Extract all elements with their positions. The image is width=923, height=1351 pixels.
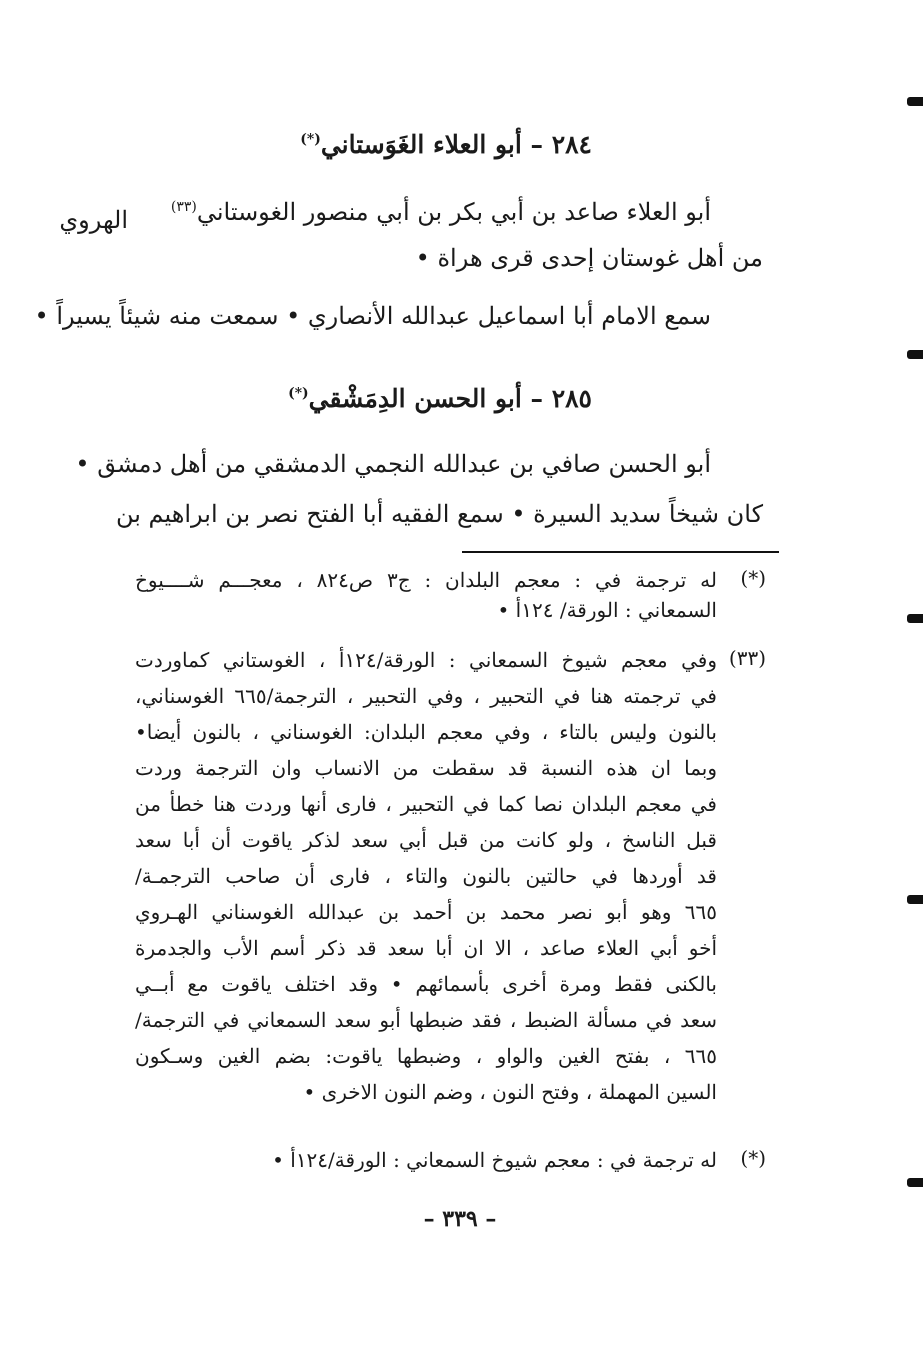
entry-284-line-3-text: سمع الامام أبا اسماعيل عبدالله الأنصاري • سمعت منه شيئاً يسيراً •: [34, 302, 711, 330]
entry-285-line-2-text: كان شيخاً سديد السيرة • سمع الفقيه أبا الفتح نصر بن ابراهيم بن: [115, 500, 763, 528]
footnote-33-line-10: بالكنى فقط ومرة أخرى بأسمائهم • وقد اختلف ياقوت مع أبــي: [135, 972, 717, 996]
footnote-33-line-4: وبما ان هذه النسبة قد سقطت من الانساب وان الترجمة وردت: [135, 756, 717, 780]
footnote-line: [135, 902, 717, 922]
footnote-33-line-13: السين المهملة ، وفتح النون ، وضم النون الاخرى •: [303, 1080, 717, 1104]
entry-284-line-1-end: الهروي: [59, 206, 128, 234]
footnote-33-line-12: ٦٦٥ ، بفتح الغين والواو ، وضبطها ياقوت: بضم الغين وسـكون: [135, 1044, 717, 1068]
entry-284-heading: [300, 132, 592, 157]
entry-284-line: [171, 200, 711, 224]
page-number: – ٣٣٩ –: [423, 1206, 497, 1232]
footnote-33-line-9: أخو أبي العلاء صاعد ، الا ان أبا سعد قد ذكر أسم الأب والجدمرة: [135, 936, 717, 960]
footnote-marker: [729, 648, 766, 668]
footnote-33-line-8: ٦٦٥ وهو أبو نصر محمد بن أحمد بن عبدالله الغوسناني الهـروي: [135, 900, 717, 924]
footnote-33-line-7: قد أوردها في حالتين بالنون والتاء ، فارى أن صاحب الترجمـة/: [135, 864, 717, 888]
footnote-33-line-1: وفي معجم شيوخ السمعاني : الورقة/١٢٤أ ، الغوستاني كماوردت: [135, 648, 717, 672]
entry-284-line: [35, 304, 711, 328]
footnote-star-1-marker: (*): [740, 566, 766, 590]
footnote-line: [135, 650, 717, 670]
entry-284-title: ٢٨٤ – أبو العلاء الغَوَستاني: [320, 130, 592, 159]
footnote-33-line-2: في ترجمته هنا في التحبير ، وفي التحبير ، الترجمة/٦٦٥ الغوسناني،: [135, 684, 717, 708]
scan-edge-mark: [907, 1178, 923, 1187]
footnote-line: [135, 758, 717, 778]
footnote-line: [135, 722, 717, 742]
footnote-33-line-5: في معجم البلدان نصا كما في التحبير ، فارى أنها وردت هنا خطأ من: [135, 792, 717, 816]
footnote-marker: [740, 568, 766, 588]
footnote-line: [135, 830, 717, 850]
footnote-line: [135, 686, 717, 706]
footnote-separator: [462, 551, 779, 553]
footnote-33-line-11: سعد في مسألة الضبط ، فقد ضبطها أبو سعد السمعاني في الترجمة/: [135, 1008, 717, 1032]
footnote-star-1-line-1: له ترجمة في : معجم البلدان : ج٣ ص٨٢٤ ، معجـــم شــــيوخ: [135, 568, 717, 592]
footnote-line: [498, 600, 717, 620]
footnote-line: [303, 1082, 717, 1102]
entry-285-title: ٢٨٥ – أبو الحسن الدِمَشْقي: [308, 384, 592, 413]
footnote-line: [135, 938, 717, 958]
entry-285-line-1-text: أبو الحسن صافي بن عبدالله النجمي الدمشقي من أهل دمشق •: [75, 450, 711, 478]
entry-285-line: [116, 502, 763, 526]
footnote-33-line-3: بالنون وليس بالتاء ، وفي معجم البلدان: الغوسناني ، بالنون أيضا•: [135, 720, 717, 744]
footnote-line: [135, 570, 717, 590]
footnote-star-1-line-2: السمعاني : الورقة/ ١٢٤أ •: [497, 598, 717, 622]
footnote-star-2-marker: (*): [740, 1146, 766, 1170]
footnote-line: [135, 794, 717, 814]
entry-284-line-1-text: أبو العلاء صاعد بن أبي بكر بن أبي منصور الغوستاني: [196, 198, 711, 226]
scan-edge-mark: [907, 614, 923, 623]
scan-edge-mark: [907, 97, 923, 106]
footnote-33-line-6: قبل الناسخ ، ولو كانت من قبل أبي سعد لذكر ياقوت أن أبا سعد: [135, 828, 717, 852]
entry-285-heading: [288, 386, 592, 411]
entry-284-line: [416, 246, 763, 270]
footnote-line: [272, 1150, 717, 1170]
scan-edge-mark: [907, 895, 923, 904]
footnote-line: [135, 974, 717, 994]
footnote-33-marker: (٣٣): [728, 646, 766, 670]
scan-edge-mark: [907, 350, 923, 359]
footnote-star-2-line-1: له ترجمة في : معجم شيوخ السمعاني : الورقة/١٢٤أ •: [272, 1148, 717, 1172]
entry-284-line-2-text: من أهل غوستان إحدى قرى هراة •: [415, 244, 763, 272]
footnote-line: [135, 1010, 717, 1030]
footnote-line: [135, 1046, 717, 1066]
footnote-line: [135, 866, 717, 886]
entry-284-footnote-mark: (*): [300, 131, 321, 148]
entry-285-footnote-mark: (*): [288, 385, 309, 402]
entry-285-line: [75, 452, 711, 476]
footnote-ref-33: (٣٣): [170, 199, 197, 215]
entry-284-line-end: [59, 208, 128, 232]
footnote-marker: [740, 1148, 766, 1168]
